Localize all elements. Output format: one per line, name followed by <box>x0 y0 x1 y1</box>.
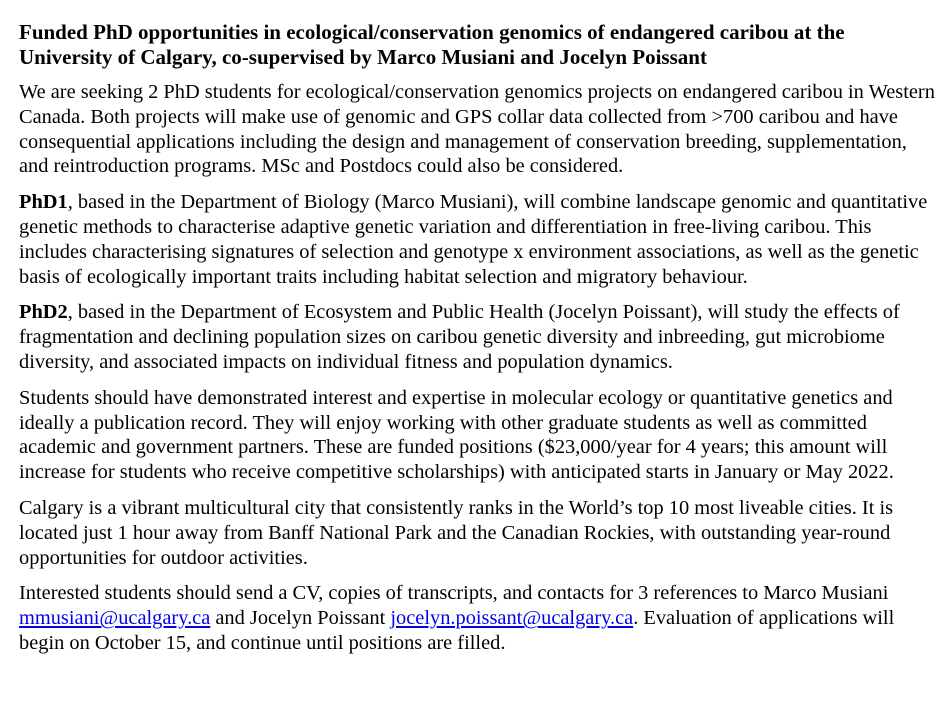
requirements-paragraph: Students should have demonstrated interest and expertise in molecular ecology or quantitative genetics and ideally a publication record. They will enjoy working with other graduate students as well as committed academic and government partners. These are funded positions ($23,000/year for 4 years; this amount will increase for students who receive competitive scholarships) with anticipated starts in January or May 2022. <box>19 386 894 484</box>
phd1-paragraph <box>19 190 937 289</box>
document-title: Funded PhD opportunities in ecological/conservation genomics of endangered caribou at the University of Calgary, co-supervised by Marco Musiani and Jocelyn Poissant <box>19 20 845 69</box>
contact-text-3: . Evaluation of applications will begin on October 15, and continue until positions are filled. <box>19 607 895 654</box>
phd2-label: PhD2 <box>19 301 68 324</box>
phd1-label: PhD1 <box>19 191 68 214</box>
intro-paragraph: We are seeking 2 PhD students for ecological/conservation genomics projects on endangered caribou in Western Canada. Both projects will make use of genomic and GPS collar data collected from >700 caribou and have consequential applications including the design and management of conservation breeding, supplementation, and reintroduction programs. MSc and Postdocs could also be considered. <box>19 81 935 178</box>
contact-paragraph <box>19 581 937 655</box>
calgary-paragraph: Calgary is a vibrant multicultural city that consistently ranks in the World’s top 10 most liveable cities. It is located just 1 hour away from Banff National Park and the Canadian Rockies, with outstanding year-round opportunities for outdoor activities. <box>19 496 894 569</box>
phd2-paragraph <box>19 300 937 374</box>
phd1-text: , based in the Department of Biology (Marco Musiani), will combine landscape genomic and quantitative genetic methods to characterise adaptive genetic variation and differentiation in free-living caribou. This includes characterising signatures of selection and genotype x environment associations, as well as the genetic basis of ecologically important traits including habitat selection and migratory behaviour. <box>19 191 928 288</box>
email-link-musiani[interactable]: mmusiani@ucalgary.ca <box>19 607 211 630</box>
phd2-text: , based in the Department of Ecosystem and Public Health (Jocelyn Poissant), will study the effects of fragmentation and declining population sizes on caribou genetic diversity and inbreeding, gut microbiome diversity, and associated impacts on individual fitness and population dynamics. <box>19 301 900 373</box>
document-page <box>19 20 937 667</box>
email-link-poissant[interactable]: jocelyn.poissant@ucalgary.ca <box>390 607 634 630</box>
contact-text-2: and Jocelyn Poissant <box>210 607 391 630</box>
contact-text-1: Interested students should send a CV, copies of transcripts, and contacts for 3 references to Marco Musiani <box>19 582 889 605</box>
